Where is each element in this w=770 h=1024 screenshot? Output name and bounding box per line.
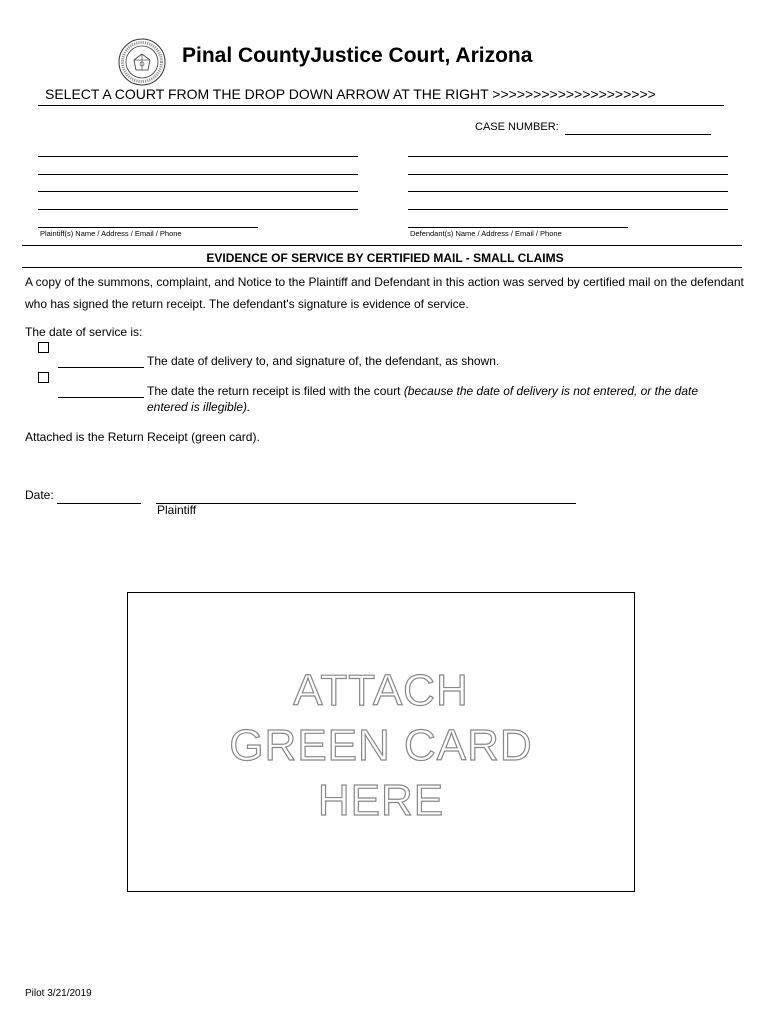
header-divider: [38, 105, 724, 106]
intro-paragraph: A copy of the summons, complaint, and Notice to the Plaintiff and Defendant in this action was served by certified mail on the defendant who has signed the return receipt. The defendant's signature is evidence of service.: [25, 275, 744, 311]
attached-statement: Attached is the Return Receipt (green card).: [25, 430, 260, 444]
county-seal-logo: [118, 38, 166, 86]
plaintiff-line-3[interactable]: [38, 178, 358, 192]
plaintiff-line-4[interactable]: [38, 196, 358, 210]
defendant-line-3[interactable]: [408, 178, 728, 192]
date-field[interactable]: [57, 490, 141, 504]
option-2-text: [147, 384, 698, 398]
option-1-date-field[interactable]: [58, 354, 144, 368]
select-court-dropdown[interactable]: SELECT A COURT FROM THE DROP DOWN ARROW AT THE RIGHT >>>>>>>>>>>>>>>>>>>>: [45, 86, 656, 102]
section-bottom-rule: [22, 267, 742, 268]
case-number-field[interactable]: [565, 121, 711, 135]
defendant-line-5[interactable]: [408, 214, 628, 228]
option-2-text-main: The date the return receipt is filed with the court: [147, 384, 404, 398]
option-2-text-italic: (because the date of delivery is not entered, or the date: [403, 384, 698, 398]
plaintiff-line-1[interactable]: [38, 143, 358, 157]
date-of-service-label: The date of service is:: [25, 325, 143, 339]
date-label: Date:: [25, 488, 54, 502]
attach-text-line-2: GREEN CARD: [229, 721, 533, 770]
attach-text-line-3: HERE: [317, 776, 445, 825]
section-title: EVIDENCE OF SERVICE BY CERTIFIED MAIL - SMALL CLAIMS: [206, 251, 564, 265]
plaintiff-line-5[interactable]: [38, 214, 258, 228]
plaintiff-signature-field[interactable]: [156, 490, 576, 504]
plaintiff-signature-label: Plaintiff: [157, 503, 197, 517]
defendant-line-4[interactable]: [408, 196, 728, 210]
attach-green-card-box: [127, 592, 635, 892]
page-title: Pinal CountyJustice Court, Arizona: [182, 44, 533, 67]
section-top-rule: [22, 245, 742, 246]
option-2-checkbox[interactable]: [38, 372, 49, 383]
option-2-text-italic-continued: entered is illegible).: [147, 400, 251, 414]
option-1-text: The date of delivery to, and signature of, the defendant, as shown.: [147, 354, 500, 368]
option-1-checkbox[interactable]: [38, 342, 49, 353]
footer-version: Pilot 3/21/2019: [25, 988, 92, 999]
attach-text-line-1: ATTACH: [293, 666, 469, 715]
defendant-caption: Defendant(s) Name / Address / Email / Phone: [410, 229, 562, 238]
defendant-line-2[interactable]: [408, 161, 728, 175]
option-2-date-field[interactable]: [58, 384, 144, 398]
plaintiff-line-2[interactable]: [38, 161, 358, 175]
case-number-label: CASE NUMBER:: [475, 121, 559, 133]
plaintiff-caption: Plaintiff(s) Name / Address / Email / Phone: [40, 229, 182, 238]
defendant-line-1[interactable]: [408, 143, 728, 157]
